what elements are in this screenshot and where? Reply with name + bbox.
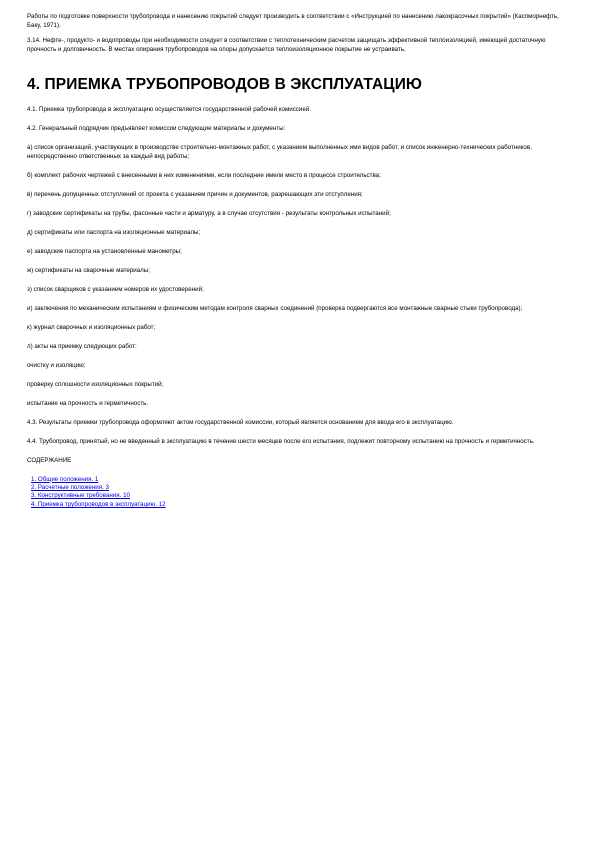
- toc-link-general[interactable]: 1. Общие положения. 1: [31, 475, 99, 483]
- toc-entry: [31, 492, 572, 500]
- list-item: г) заводские сертификаты на трубы, фасонные части и арматуру, а в случае отсутствия - результаты контрольных испытаний;: [27, 209, 391, 217]
- section-heading: 4. ПРИЕМКА ТРУБОПРОВОДОВ В ЭКСПЛУАТАЦИЮ: [27, 76, 423, 94]
- list-item: и) заключения по механическим испытаниям и физическим методам контроля сварных соединений (проверка подвергаются все монтажные сварные стыки трубопровода);: [27, 304, 523, 312]
- document-page: [27, 13, 572, 509]
- toc-entry: [31, 476, 572, 484]
- toc-entry: [31, 501, 572, 509]
- list-item: а) список организаций, участвующих в производстве строительно-монтажных работ, с указанием выполненных ими видов работ, и список инженерно-технических работников, непосредственно ответственных за каждый вид работы;: [27, 144, 532, 160]
- section-body: [27, 106, 572, 446]
- section-3-14-paragraph: 3.14. Нефте-, продукто- и водопроводы при необходимости следует в соответствии с теплотехническим расчетом защищать эффективной теплоизоляцией, имеющей достаточную прочность и долговечность. В местах опирания трубопроводов на опоры допускается теплоизоляционное покрытие не устраивать.: [27, 37, 546, 53]
- list-item: з) список сварщиков с указанием номеров их удостоверений;: [27, 285, 204, 293]
- table-of-contents: [31, 476, 572, 510]
- list-subitem: испытание на прочность и герметичность.: [27, 399, 149, 407]
- paragraph: 4.2. Генеральный подрядчик предъявляет комиссии следующие материалы и документы:: [27, 125, 286, 133]
- toc-link-acceptance[interactable]: 4. Приемка трубопроводов в эксплуатацию. 12: [31, 500, 166, 508]
- paragraph: 4.3. Результаты приемки трубопровода оформляют актом государственной комиссии, который является основанием для ввода его в эксплуатацию.: [27, 418, 454, 426]
- list-item: ж) сертификаты на сварочные материалы;: [27, 266, 150, 274]
- intro-paragraph: Работы по подготовке поверхности трубопровода и нанесению покрытий следует производить в соответствии с «Инструкцией по нанесению лакокрасочных покрытий» (Каспморнефть, Баку, 1971).: [27, 13, 559, 29]
- list-subitem: проверку сплошности изоляционных покрытий;: [27, 380, 164, 388]
- list-item: к) журнал сварочных и изоляционных работ;: [27, 323, 156, 331]
- list-item: е) заводские паспорта на установленные манометры;: [27, 247, 182, 255]
- toc-title: СОДЕРЖАНИЕ: [27, 456, 72, 464]
- paragraph: 4.4. Трубопровод, принятый, но не введенный в эксплуатацию в течение шести месяцев после его испытания, подлежит повторному испытанию на прочность и герметичность.: [27, 437, 535, 445]
- toc-entry: [31, 484, 572, 492]
- list-item: л) акты на приемку следующих работ:: [27, 342, 137, 350]
- toc-link-calculation[interactable]: 2. Расчетные положения. 3: [31, 484, 109, 492]
- list-item: в) перечень допущенных отступлений от проекта с указанием причин и документов, разрешающих эти отступления;: [27, 190, 363, 198]
- paragraph: 4.1. Приемка трубопровода в эксплуатацию осуществляется государственной рабочей комиссией.: [27, 106, 311, 114]
- list-subitem: очистку и изоляцию;: [27, 361, 86, 369]
- toc-link-design[interactable]: 3. Конструктивные требования. 10: [31, 492, 130, 500]
- list-item: д) сертификаты или паспорта на изоляционные материалы;: [27, 228, 201, 236]
- list-item: б) комплект рабочих чертежей с внесенными в них изменениями, если последние имели место в процессе строительства;: [27, 171, 381, 179]
